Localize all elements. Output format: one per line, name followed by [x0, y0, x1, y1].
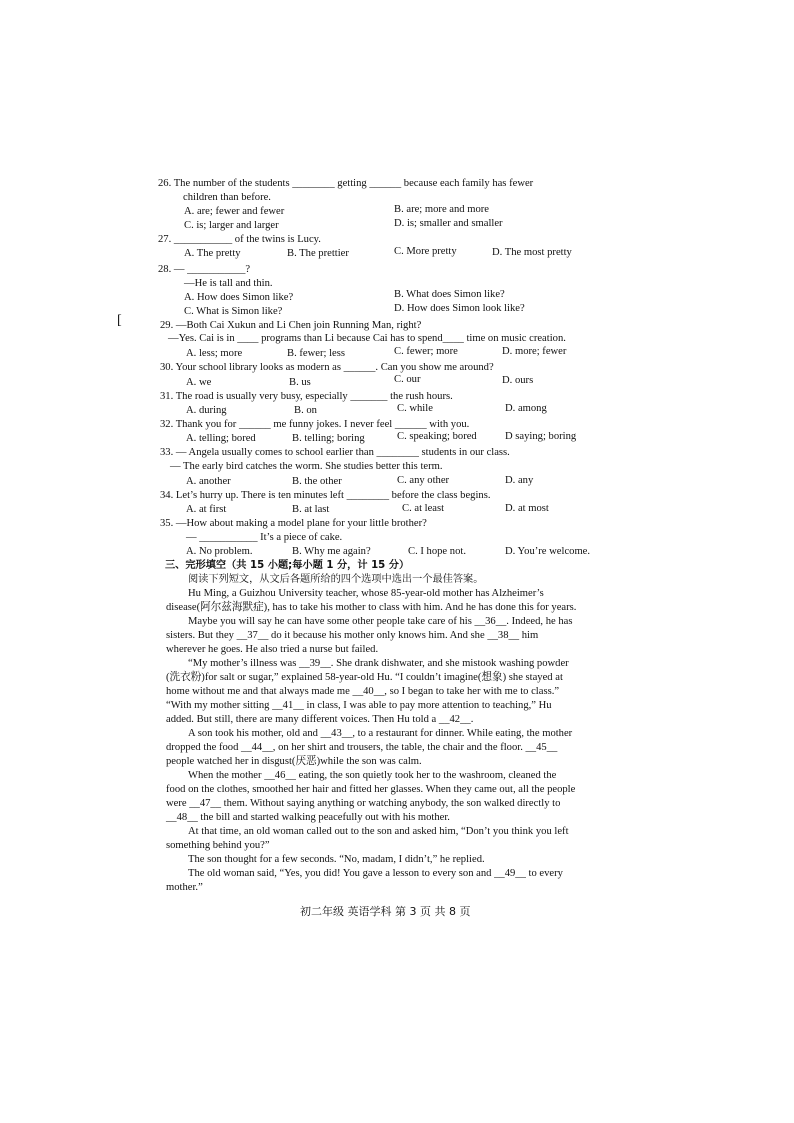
passage-line: were __47__ them. Without saying anything or watching anybody, the son walked directly to [166, 798, 561, 809]
question-34-option-a: A. at first [186, 504, 227, 515]
passage-line: sisters. But they __37__ do it because his mother only knows him. And she __38__ him [166, 630, 539, 641]
passage-line: The old woman said, “Yes, you did! You gave a lesson to every son and __49__ to every [188, 868, 563, 879]
question-28-stem-cont: —He is tall and thin. [184, 278, 273, 289]
question-35-option-d: D. You’re welcome. [505, 546, 591, 557]
question-30-option-b: B. us [289, 377, 311, 388]
question-27-option-b: B. The prettier [287, 248, 349, 259]
question-26-stem: 26. The number of the students ________ getting ______ because each family has fewer [158, 178, 534, 189]
question-28-option-b: B. What does Simon like? [394, 289, 505, 300]
passage-line: dropped the food __44__, on her shirt and trousers, the table, the chair and the floor. __45__ [166, 742, 558, 753]
question-30-option-d: D. ours [502, 375, 534, 386]
question-27-option-c: C. More pretty [394, 246, 457, 257]
question-31-option-a: A. during [186, 405, 227, 416]
passage-line: added. But still, there are many different voices. Then Hu told a __42__. [166, 714, 474, 725]
question-33-stem-cont: — The early bird catches the worm. She studies better this term. [170, 461, 443, 472]
passage-line: (洗衣粉)for salt or sugar,” explained 58-year-old Hu. “I couldn’t imagine(想象) she stayed at [166, 672, 563, 683]
question-31-option-c: C. while [397, 403, 433, 414]
passage-line: disease(阿尔兹海默症), has to take his mother to class with him. And he has done this for years. [166, 602, 577, 613]
passage-line: The son thought for a few seconds. “No, madam, I didn’t,” he replied. [188, 854, 485, 865]
question-32-option-c: C. speaking; bored [397, 431, 477, 442]
question-33-stem: 33. — Angela usually comes to school earlier than ________ students in our class. [160, 447, 510, 458]
question-26-option-c: C. is; larger and larger [184, 220, 279, 231]
question-29-stem: 29. —Both Cai Xukun and Li Chen join Running Man, right? [160, 320, 422, 331]
question-31-stem: 31. The road is usually very busy, especially _______ the rush hours. [160, 391, 453, 402]
passage-line: food on the clothes, smoothed her hair and fitted her glasses. When they came out, all the people [166, 784, 576, 795]
passage-line: At that time, an old woman called out to the son and asked him, “Don’t you think you left [188, 826, 569, 837]
question-28-option-a: A. How does Simon like? [184, 292, 294, 303]
section-instruction: 阅读下列短文，从文后各题所给的四个选项中选出一个最佳答案。 [188, 574, 484, 585]
question-29-option-d: D. more; fewer [502, 346, 567, 357]
question-31-option-b: B. on [294, 405, 317, 416]
question-30-stem: 30. Your school library looks as modern as ______. Can you show me around? [160, 362, 494, 373]
question-26-stem-cont: children than before. [183, 192, 271, 203]
question-30-option-a: A. we [186, 377, 212, 388]
passage-line: wherever he goes. He also tried a nurse but failed. [166, 644, 379, 655]
question-28-option-c: C. What is Simon like? [184, 306, 283, 317]
question-35-option-c: C. I hope not. [408, 546, 466, 557]
question-35-stem: 35. —How about making a model plane for your little brother? [160, 518, 427, 529]
passage-line: Hu Ming, a Guizhou University teacher, whose 85-year-old mother has Alzheimer’s [188, 588, 544, 599]
question-27-option-d: D. The most pretty [492, 247, 572, 258]
passage-line: Maybe you will say he can have some other people take care of his __36__. Indeed, he has [188, 616, 573, 627]
question-29-option-b: B. fewer; less [287, 348, 345, 359]
question-32-option-a: A. telling; bored [186, 433, 256, 444]
passage-line: mother.” [166, 882, 203, 893]
passage-line: “With my mother sitting __41__ in class, I was able to pay more attention to teaching,” Hu [166, 700, 552, 711]
question-29-stem-cont: —Yes. Cai is in ____ programs than Li because Cai has to spend____ time on music creation. [168, 333, 566, 344]
question-34-option-b: B. at last [292, 504, 330, 515]
passage-line: “My mother’s illness was __39__. She drank dishwater, and she mistook washing powder [188, 658, 569, 669]
question-32-option-b: B. telling; boring [292, 433, 365, 444]
question-28-option-d: D. How does Simon look like? [394, 303, 525, 314]
question-29-option-c: C. fewer; more [394, 346, 458, 357]
question-35-stem-cont: — ___________ It’s a piece of cake. [186, 532, 343, 543]
section-heading: 三、完形填空（共 15 小题;每小题 1 分，计 15 分） [165, 560, 410, 571]
question-26-option-b: B. are; more and more [394, 204, 490, 215]
question-32-option-d: D saying; boring [505, 431, 577, 442]
question-30-option-c: C. our [394, 374, 421, 385]
question-35-option-a: A. No problem. [186, 546, 253, 557]
question-33-option-b: B. the other [292, 476, 342, 487]
question-35-option-b: B. Why me again? [292, 546, 371, 557]
question-34-stem: 34. Let’s hurry up. There is ten minutes left ________ before the class begins. [160, 490, 491, 501]
passage-line: A son took his mother, old and __43__, to a restaurant for dinner. While eating, the mother [188, 728, 573, 739]
question-34-option-d: D. at most [505, 503, 549, 514]
question-27-option-a: A. The pretty [184, 248, 241, 259]
passage-line: something behind you?” [166, 840, 270, 851]
question-29-option-a: A. less; more [186, 348, 243, 359]
question-26-option-a: A. are; fewer and fewer [184, 206, 285, 217]
question-27-stem: 27. ___________ of the twins is Lucy. [158, 234, 321, 245]
passage-line: __48__ the bill and started walking peacefully out with his mother. [166, 812, 450, 823]
passage-line: When the mother __46__ eating, the son quietly took her to the washroom, cleaned the [188, 770, 557, 781]
page-footer: 初二年级 英语学科 第 3 页 共 8 页 [300, 905, 471, 918]
question-33-option-c: C. any other [397, 475, 450, 486]
question-31-option-d: D. among [505, 403, 547, 414]
passage-line: people watched her in disgust(厌恶)while the son was calm. [166, 756, 422, 767]
question-33-option-a: A. another [186, 476, 231, 487]
question-32-stem: 32. Thank you for ______ me funny jokes. I never feel ______ with you. [160, 419, 470, 430]
margin-bracket-mark: [ [117, 313, 122, 328]
passage-line: home without me and that always made me __40__, so I began to take her with me to class.” [166, 686, 560, 697]
question-34-option-c: C. at least [402, 503, 445, 514]
question-33-option-d: D. any [505, 475, 534, 486]
question-28-stem: 28. — ___________? [158, 264, 251, 275]
question-26-option-d: D. is; smaller and smaller [394, 218, 503, 229]
